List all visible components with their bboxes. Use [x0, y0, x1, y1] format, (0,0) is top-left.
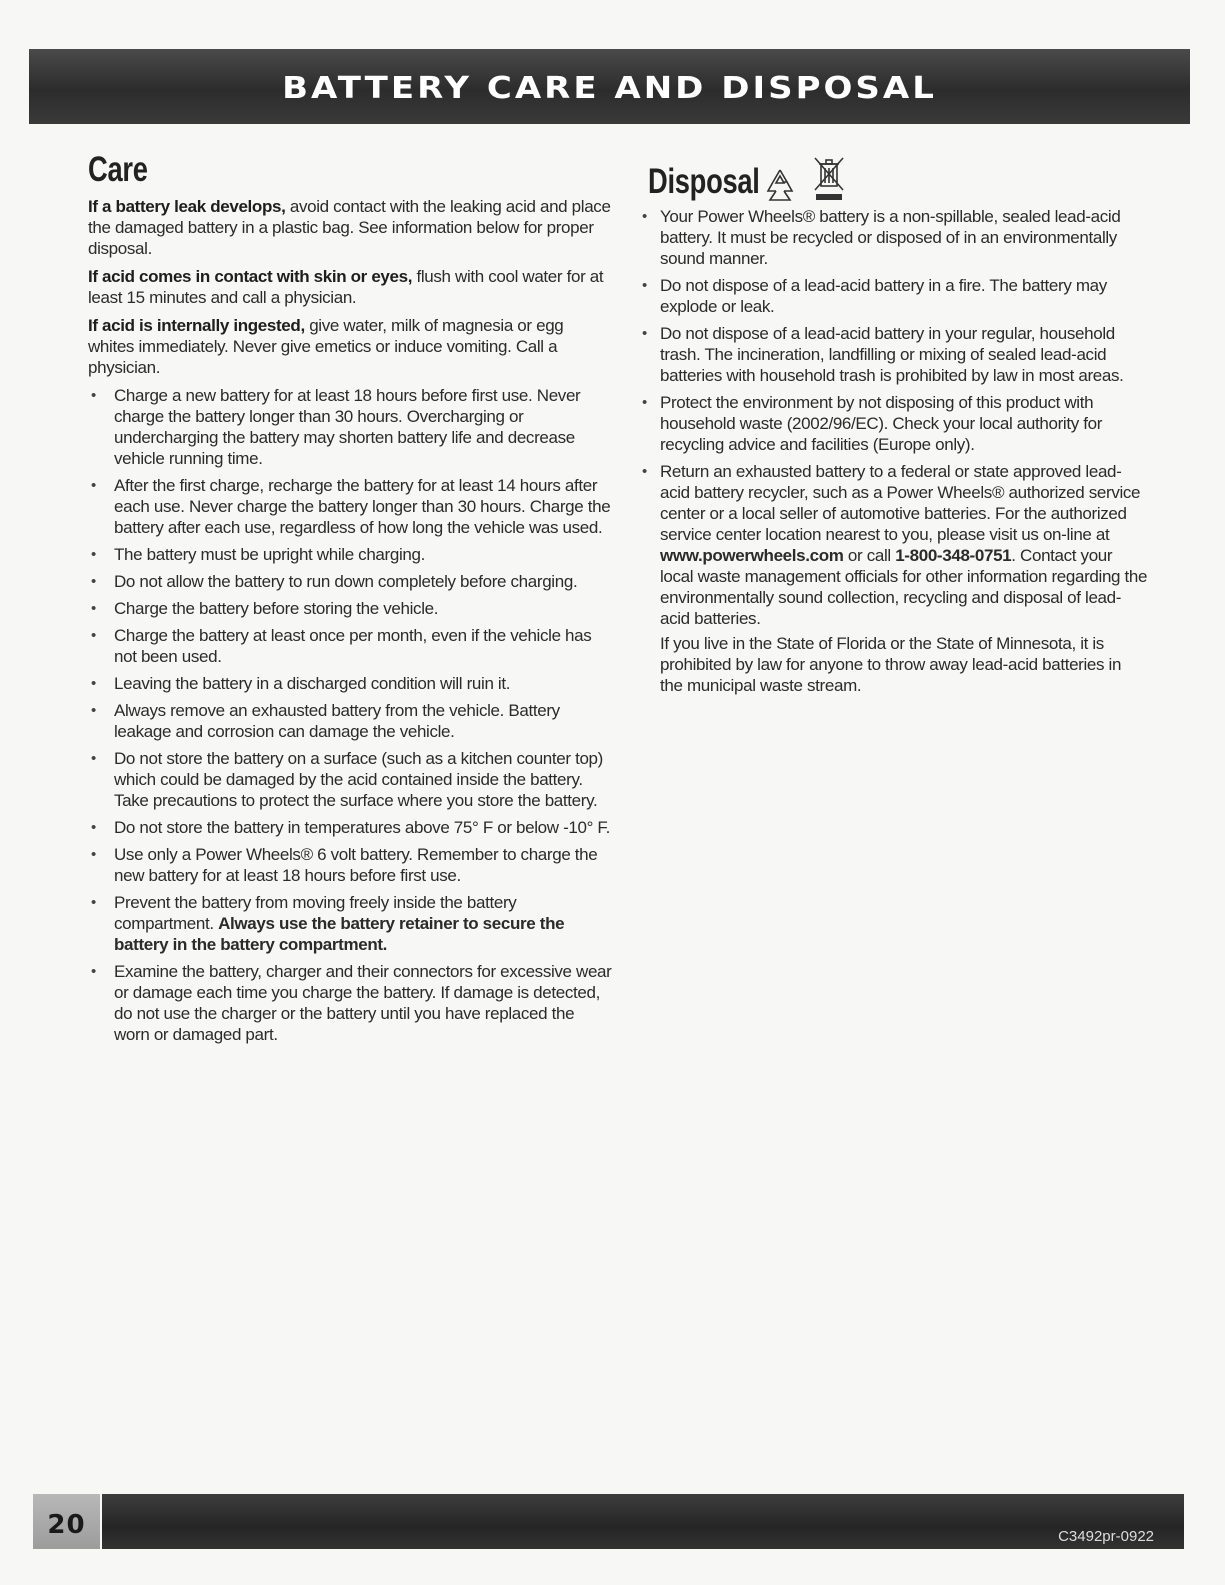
care-bullet: • Do not allow the battery to run down completely before charging. [88, 571, 613, 592]
care-intro-ingested: If acid is internally ingested, give water, milk of magnesia or egg whites immediately. Never give emetics or induce vomiting. Call a physician. [88, 316, 564, 377]
care-bullet: • Use only a Power Wheels® 6 volt battery. Remember to charge the new battery for at least 18 hours before first use. [88, 844, 613, 886]
disposal-bullet-return: • Return an exhausted battery to a federal or state approved lead-acid battery recycler, such as a Power Wheels® authorized service center or a local seller of automotive batteries. For the authorized service center location nearest to you, please visit us on-line at www.powerwheels.com or call 1-800-348-0751. Contact your local waste management officials for other information regarding the environmentally sound collection, recycling and disposal of lead-acid batteries. [648, 461, 1148, 629]
care-intro-leak: If a battery leak develops, avoid contact with the leaking acid and place the damaged battery in a plastic bag. See information below for proper disposal. [88, 197, 611, 258]
care-bullet: • Do not store the battery on a surface (such as a kitchen counter top) which could be damaged by the acid contained inside the battery. Take precautions to protect the surface where you store the battery. [88, 748, 613, 811]
care-bullet: • The battery must be upright while charging. [88, 544, 613, 565]
care-section [88, 150, 613, 1051]
care-bullet-list [88, 385, 613, 1045]
care-bullet: • Always remove an exhausted battery from the vehicle. Battery leakage and corrosion can damage the vehicle. [88, 700, 613, 742]
care-bullet: • Examine the battery, charger and their connectors for excessive wear or damage each time you charge the battery. If damage is detected, do not use the charger or the battery until you have replaced the worn or damaged part. [88, 961, 613, 1045]
care-bullet: • After the first charge, recharge the battery for at least 14 hours after each use. Never charge the battery longer than 30 hours. Charge the battery after each use, regardless of how long the vehicle was used. [88, 475, 613, 538]
disposal-bullet: • Do not dispose of a lead-acid battery in your regular, household trash. The incineration, landfilling or mixing of sealed lead-acid batteries with household trash is prohibited by law in most areas. [648, 323, 1148, 386]
care-heading: Care [88, 150, 148, 189]
disposal-bullet-list [648, 206, 1148, 629]
disposal-bullet: • Your Power Wheels® battery is a non-spillable, sealed lead-acid battery. It must be recycled or disposed of in an environmentally sound manner. [648, 206, 1148, 269]
disposal-icons [760, 156, 846, 202]
care-bullet: • Charge a new battery for at least 18 hours before first use. Never charge the battery longer than 30 hours. Overcharging or undercharging the battery may shorten battery life and decrease vehicle running time. [88, 385, 613, 469]
disposal-section [648, 150, 1148, 703]
disposal-bullet: • Do not dispose of a lead-acid battery in a fire. The battery may explode or leak. [648, 275, 1148, 317]
document-code: C3492pr-0922 [1058, 1528, 1154, 1545]
website-link[interactable]: www.powerwheels.com [660, 546, 844, 565]
care-bullet: • Do not store the battery in temperatures above 75° F or below -10° F. [88, 817, 613, 838]
care-bullet: • Charge the battery before storing the vehicle. [88, 598, 613, 619]
footer-bar [102, 1494, 1184, 1549]
disposal-header [648, 150, 1148, 202]
care-intro-skin: If acid comes in contact with skin or eyes, flush with cool water for at least 15 minutes and call a physician. [88, 267, 604, 307]
crossed-out-bin-icon [812, 156, 846, 202]
care-bullet: • Leaving the battery in a discharged condition will ruin it. [88, 673, 613, 694]
phone-number: 1-800-348-0751 [895, 546, 1012, 565]
header-bar [29, 49, 1190, 124]
disposal-bullet: • Protect the environment by not disposing of this product with household waste (2002/96/EC). Check your local authority for recycling advice and facilities (Europe only). [648, 392, 1148, 455]
disposal-heading: Disposal [648, 162, 760, 201]
care-bullet-retainer: • Prevent the battery from moving freely inside the battery compartment. Always use the battery retainer to secure the battery in the battery compartment. [88, 892, 613, 955]
page-number-box [33, 1494, 100, 1549]
recycle-icon [760, 166, 800, 202]
care-bullet: • Charge the battery at least once per month, even if the vehicle has not been used. [88, 625, 613, 667]
page-title: BATTERY CARE AND DISPOSAL [282, 70, 937, 106]
page-number: 20 [47, 1510, 86, 1540]
disposal-note: If you live in the State of Florida or the State of Minnesota, it is prohibited by law for anyone to throw away lead-acid batteries in the municipal waste stream. [660, 634, 1122, 695]
